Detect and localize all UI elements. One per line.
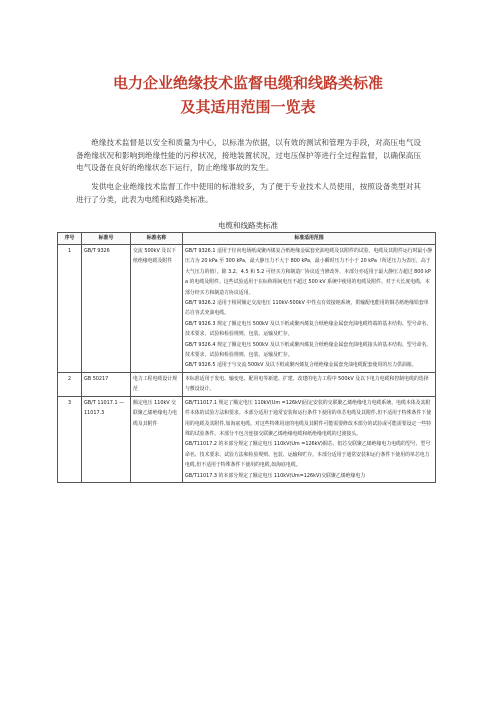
- scope-paragraph: GB/T 9326.3 规定了额定电压 500kV 及以下纸或聚丙烯复合纸绝缘金属套充油电缆终端的基本结构、型号命名、技术要求、试验和检验规则、包装、运输及贮存。: [185, 320, 432, 338]
- scope-paragraph: GB/T11017.1 规定了额定电压 110kV(Um =126kV)固定安装的交联聚乙烯绝缘电力电缆系统、电缆本体及其附件本体的试验方法和要求。本部分适用于通常安装和运行条件下使用的单芯电缆及其附件,但不适用于特殊条件下使用的电缆及其附件,如海底电缆。对这些特殊用途的电缆及其附件可能需要修改本部分的试验或可能需要设定一些特殊的试验条件。本部分不包含连接交联聚乙烯绝缘电缆和纸绝缘电缆的过渡接头。: [185, 399, 432, 437]
- row-standard-code: GB 50217: [82, 372, 131, 396]
- row-index: 3: [58, 396, 82, 482]
- standards-table: [57, 232, 436, 483]
- table-row: [58, 396, 436, 482]
- scope-paragraph: GB/T11017.3 的本部分规定了额定电压 110kV(Um=126kV)交联聚乙烯绝缘电力: [185, 472, 366, 479]
- header-index: 序号: [58, 233, 82, 245]
- table-row: [58, 372, 436, 396]
- row-scope: [183, 245, 436, 373]
- scope-paragraph: GB/T11017.2 的本部分规定了额定电压 110kV(Um =126kV)铜芯、铝芯交联聚乙烯绝缘电力电缆的型号、型号命名、技术要求、试验方法和检验规则、包装、运输和贮存。本部分适用于通常安装和运行条件下使用的单芯电力电缆,但不适用于特殊条件下使用的电缆,如海底电缆。: [185, 441, 431, 469]
- row-standard-name: 交流 500kV 及以下纸绝缘电缆及附件: [131, 245, 183, 373]
- scope-paragraph: GB/T 9326.1 适用于径向电场纸或聚丙烯复合纸绝缘金属套充油电缆及其附件的试验，电缆及其附件运行时最小静压力为 20 kPa 至 300 kPa，最大静压力不大于 800 kPa，最小瞬时压力不小于 20 kPa（所述压力为表压，高于大气压力的值）。除 3.2、4.5 和 5.2 可经买方和制造厂协议适当修改外，本部分亦适用于最大静压力超过 800 kPa 的电缆及附件。这些试验适用于在标称相间电压不超过 500 kV 系统中使用的电缆及附件。对于大长度电缆，本部分经买方和制造方协议适用。: [185, 248, 433, 296]
- header-scope: 标准适用范围: [183, 233, 436, 245]
- row-index: 1: [58, 245, 82, 373]
- document-title-line1: 电力企业绝缘技术监督电缆和线路类标准: [112, 74, 383, 92]
- row-standard-name: 电力工程电缆设计规范: [131, 372, 183, 396]
- document-title-line2: 及其适用范围一览表: [180, 98, 316, 116]
- intro-paragraph-2: 发供电企业绝缘技术监督工作中使用的标准较多，为了便于专业技术人员使用，按照设备类型对其进行了分类，此表为电缆和线路类标准。: [76, 182, 421, 204]
- intro-paragraph-1: 绝缘技术监督是以安全和质量为中心，以标准为依据，以有效的测试和管理为手段，对高压电气设备绝缘状况和影响到绝缘性能的污秽状况，接地装置状况，过电压保护等进行全过程监督，以确保高压电气设备在良好的绝缘状态下运行，防止绝缘事故的发生。: [76, 138, 421, 173]
- scope-paragraph: GB/T 9326.4 规定了额定电压 500kV 及以下纸或聚丙烯复合纸绝缘金属套充油电缆接头的基本结构、型号命名、技术要求、试验和检验规则、包装、运输及贮存。: [185, 341, 432, 359]
- scope-paragraph: 本标准适用于发电、输变电、配用电等新建、扩建、改建的电力工程中 500kV 及以下电力电缆和控制电缆的选择与敷设设计。: [185, 375, 429, 393]
- row-standard-code: GB/T 9326: [82, 245, 131, 373]
- header-code: 标准号: [82, 233, 131, 245]
- row-standard-code: GB/T 11017.1 — 11017.3: [82, 396, 131, 482]
- table-row: [58, 245, 436, 373]
- table-header-row: [58, 233, 436, 245]
- table-caption: 电缆和线路类标准: [218, 221, 278, 230]
- row-index: 2: [58, 372, 82, 396]
- scope-paragraph: GB/T 9326.2 适用于相同额定交流电压 110kV-500kV 中性点有效接地系统，供输配电能用的铜芯纸绝缘铅套单芯自容式充油电缆。: [185, 300, 429, 317]
- header-name: 标准名称: [131, 233, 183, 245]
- scope-paragraph: GB/T 9326.5 适用于与交流 500kV 及以下纸或聚丙烯复合纸绝缘金属套充油电缆配套使用的压力供油箱。: [185, 362, 417, 369]
- row-scope: [183, 396, 436, 482]
- row-scope: [183, 372, 436, 396]
- row-standard-name: 额定电压 110kV 交联聚乙烯绝缘电力电缆及其附件: [131, 396, 183, 482]
